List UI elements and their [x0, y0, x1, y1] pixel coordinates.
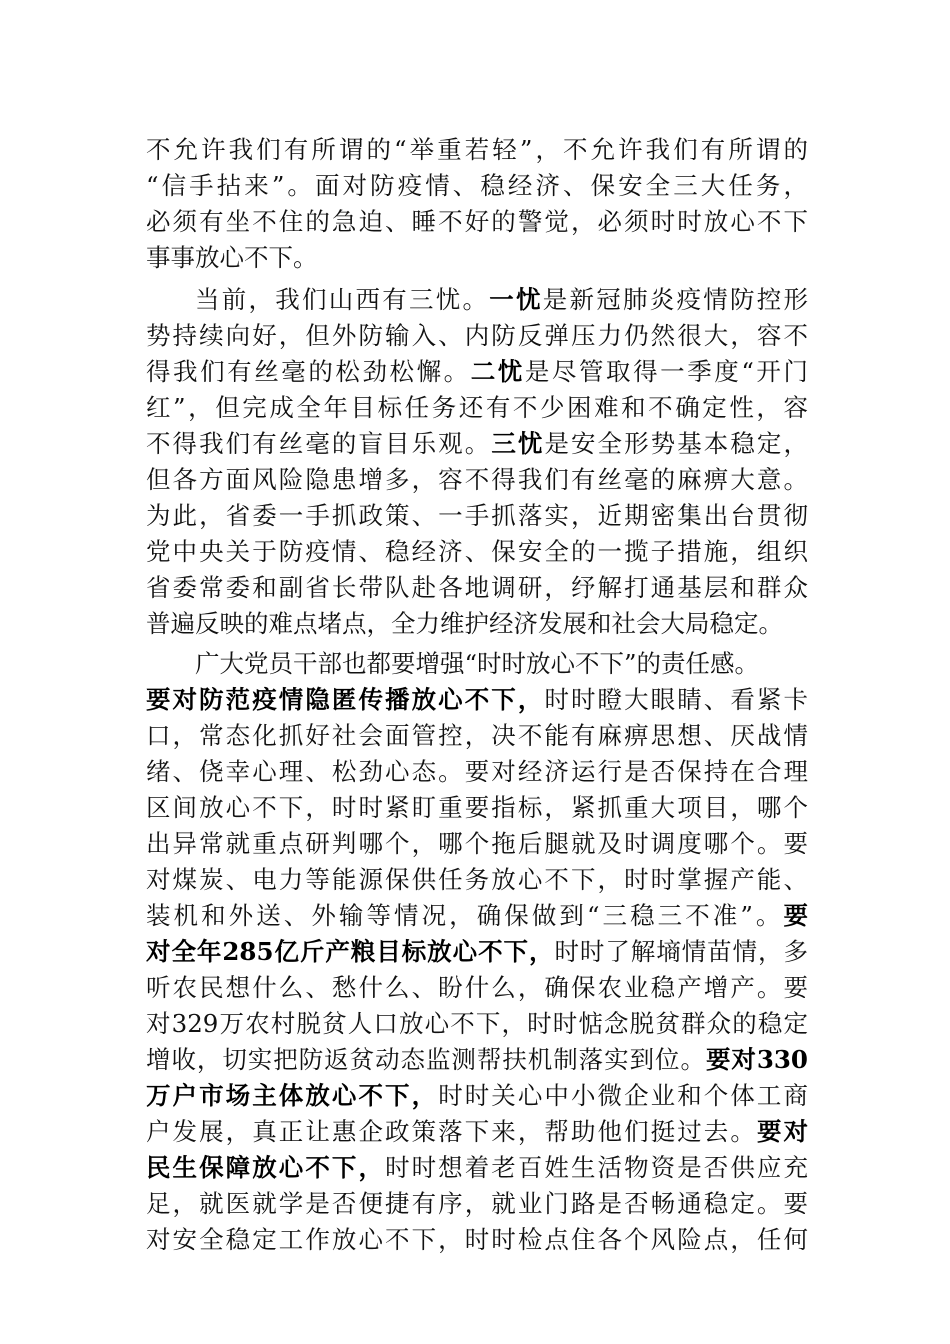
text-segment: 事事放心不下。 — [146, 243, 318, 272]
text-line — [195, 282, 808, 318]
text-segment: 口，常态化抓好社会面管控，决不能有麻痹思想、厌战情 — [146, 721, 808, 750]
text-line — [146, 934, 808, 970]
text-segment: 是新冠肺炎疫情防控形 — [542, 285, 808, 314]
text-line — [146, 204, 808, 240]
text-segment: 广大党员干部也都要增强“时时放心不下”的责任感。 — [195, 649, 760, 678]
text-segment: 时时想着老百姓生活物资是否供应充 — [385, 1153, 808, 1182]
text-segment: 省委常委和副省长带队赴各地调研，纾解打通基层和群众 — [146, 573, 808, 602]
text-segment: 不得我们有丝毫的盲目乐观。 — [146, 429, 492, 458]
text-segment: 出异常就重点研判哪个，哪个拖后腿就及时调度哪个。要 — [146, 829, 808, 858]
text-segment: 装机和外送、外输等情况，确保做到“三稳三不准”。 — [146, 901, 784, 930]
text-segment: 绪、侥幸心理、松劲心态。要对经济运行是否保持在合理 — [146, 757, 808, 786]
text-line — [146, 682, 808, 718]
bold-text-segment: 要对330 — [705, 1045, 808, 1074]
text-line — [146, 1006, 808, 1042]
text-line — [146, 390, 808, 426]
text-segment: 为此，省委一手抓政策、一手抓落实，近期密集出台贯彻 — [146, 501, 808, 530]
text-segment: 对329万农村脱贫人口放心不下，时时惦念脱贫群众的稳定 — [146, 1009, 808, 1038]
text-line — [146, 132, 808, 168]
text-segment: 时时瞪大眼睛、看紧卡 — [544, 685, 808, 714]
text-segment: 党中央关于防疫情、稳经济、保安全的一揽子措施，组织 — [146, 537, 808, 566]
text-line — [146, 606, 808, 642]
text-line — [146, 826, 808, 862]
text-line — [146, 426, 808, 462]
text-segment: 但各方面风险隐患增多，容不得我们有丝毫的麻痹大意。 — [146, 465, 808, 494]
text-segment: 足，就医就学是否便捷有序，就业门路是否畅通稳定。要 — [146, 1189, 808, 1218]
bold-text-segment: 二忧 — [470, 357, 525, 386]
text-line — [146, 168, 808, 204]
text-line — [146, 534, 808, 570]
bold-text-segment: 民生保障放心不下， — [146, 1153, 386, 1182]
text-segment: 普遍反映的难点堵点，全力维护经济发展和社会大局稳定。 — [146, 609, 783, 638]
text-segment: 对煤炭、电力等能源保供任务放心不下，时时掌握产能、 — [146, 865, 808, 894]
text-line — [146, 462, 808, 498]
text-line — [146, 318, 808, 354]
bold-text-segment: 要 — [783, 901, 808, 930]
bold-text-segment: 对全年285亿斤产粮目标放心不下， — [146, 937, 555, 966]
text-segment: 是尽管取得一季度“开门 — [524, 357, 808, 386]
text-line — [146, 898, 808, 934]
text-segment: 对安全稳定工作放心不下，时时检点住各个风险点，任何 — [146, 1225, 808, 1254]
text-line — [146, 570, 808, 606]
text-line — [146, 498, 808, 534]
text-segment: “信手拈来”。面对防疫情、稳经济、保安全三大任务， — [146, 171, 808, 200]
text-line — [146, 1222, 808, 1258]
text-segment: 势持续向好，但外防输入、内防反弹压力仍然很大，容不 — [146, 321, 808, 350]
text-line — [146, 1114, 808, 1150]
text-segment: 增收，切实把防返贫动态监测帮扶机制落实到位。 — [146, 1045, 706, 1074]
text-segment: 红”，但完成全年目标任务还有不少困难和不确定性，容 — [146, 393, 808, 422]
text-line — [146, 240, 808, 276]
text-line — [146, 754, 808, 790]
text-line — [146, 862, 808, 898]
text-line — [146, 718, 808, 754]
text-line — [146, 1042, 808, 1078]
text-segment: 时时关心中小微企业和个体工商 — [438, 1081, 808, 1110]
text-segment: 不允许我们有所谓的“举重若轻”，不允许我们有所谓的 — [146, 135, 808, 164]
text-line — [146, 354, 808, 390]
text-line — [146, 1186, 808, 1222]
text-segment: 听农民想什么、愁什么、盼什么，确保农业稳产增产。要 — [146, 973, 808, 1002]
text-segment: 必须有坐不住的急迫、睡不好的警觉，必须时时放心不下 — [146, 207, 808, 236]
bold-text-segment: 要对 — [756, 1117, 808, 1146]
text-line — [146, 1150, 808, 1186]
bold-text-segment: 要对防范疫情隐匿传播放心不下， — [146, 685, 545, 714]
bold-text-segment: 三忧 — [491, 429, 545, 458]
text-segment: 得我们有丝毫的松劲松懈。 — [146, 357, 471, 386]
text-line — [146, 790, 808, 826]
bold-text-segment: 万户市场主体放心不下， — [146, 1081, 439, 1110]
text-segment: 时时了解墒情苗情，多 — [554, 937, 808, 966]
text-segment: 户发展，真正让惠企政策落下来，帮助他们挺过去。 — [146, 1117, 757, 1146]
text-line — [146, 1078, 808, 1114]
text-segment: 区间放心不下，时时紧盯重要指标，紧抓重大项目，哪个 — [146, 793, 808, 822]
text-segment: 当前，我们山西有三忧。 — [195, 285, 490, 314]
text-segment: 是安全形势基本稳定， — [544, 429, 808, 458]
bold-text-segment: 一忧 — [489, 285, 543, 314]
text-line — [146, 970, 808, 1006]
text-line — [195, 646, 808, 682]
